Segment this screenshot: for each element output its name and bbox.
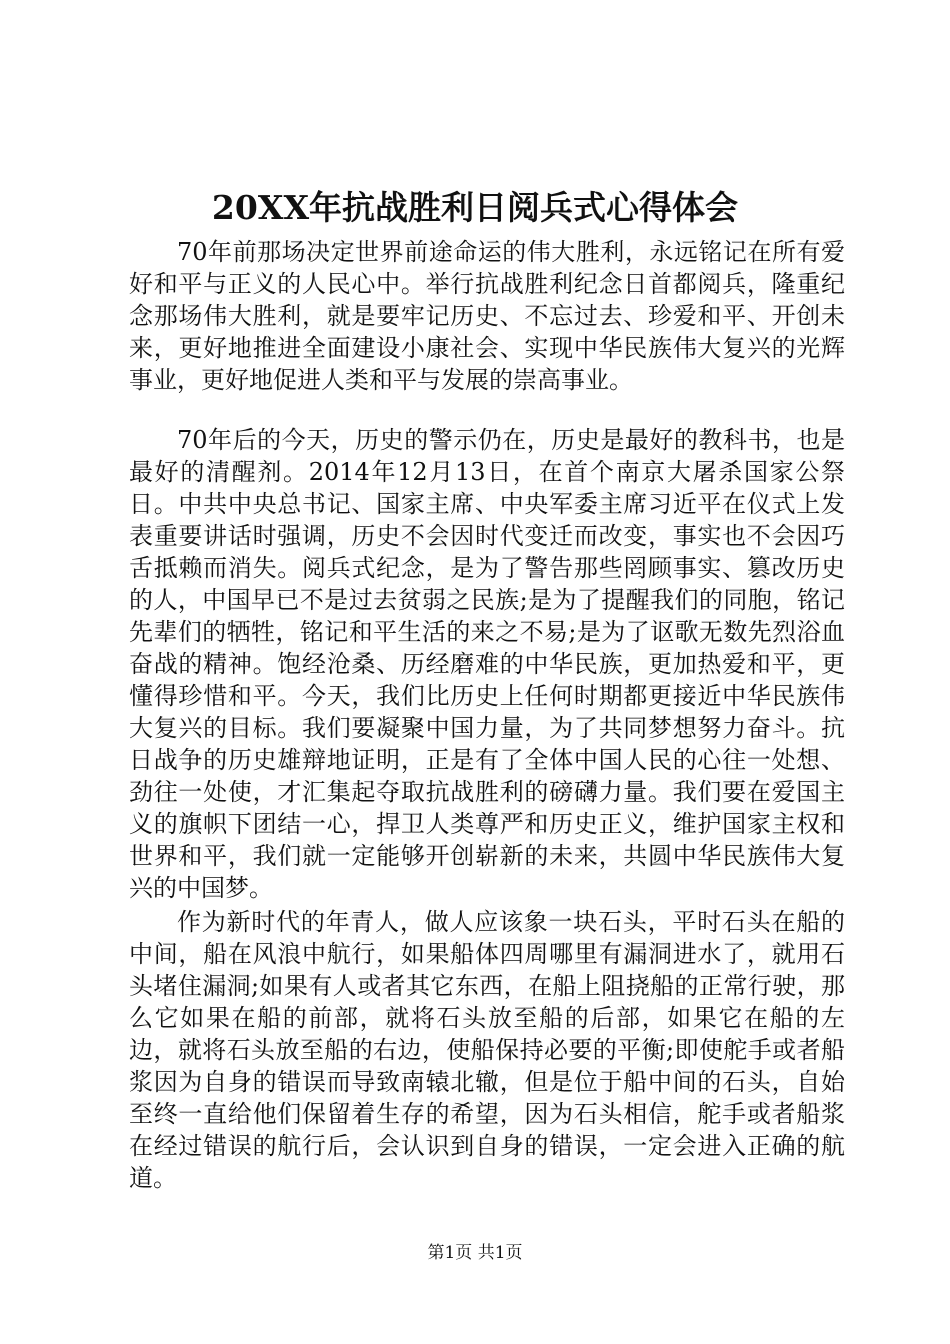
page-footer: 第1页 共1页: [427, 1243, 523, 1263]
paragraph-2: 70年后的今天，历史的警示仍在，历史是最好的教科书，也是最好的清醒剂。2014年12月13日，在首个南京大屠杀国家公祭日。中共中央总书记、国家主席、中央军委主席习近平在仪式上发表重要讲话时强调，历史不会因时代变迁而改变，事实也不会因巧舌抵赖而消失。阅兵式纪念，是为了警告那些罔顾事实、篡改历史的人，中国早已不是过去贫弱之民族;是为了提醒我们的同胞，铭记先辈们的牺牲，铭记和平生活的来之不易;是为了讴歌无数先烈浴血奋战的精神。饱经沧桑、历经磨难的中华民族，更加热爱和平，更懂得珍惜和平。今天，我们比历史上任何时期都更接近中华民族伟大复兴的目标。我们要凝聚中国力量，为了共同梦想努力奋斗。抗日战争的历史雄辩地证明，正是有了全体中国人民的心往一处想、劲往一处使，才汇集起夺取抗战胜利的磅礴力量。我们要在爱国主义的旗帜下团结一心，捍卫人类尊严和历史正义，维护国家主权和世界和平，我们就一定能够开创崭新的未来，共圆中华民族伟大复兴的中国梦。: [129, 426, 845, 902]
paragraph-1: 70年前那场决定世界前途命运的伟大胜利，永远铭记在所有爱好和平与正义的人民心中。举行抗战胜利纪念日首都阅兵，隆重纪念那场伟大胜利，就是要牢记历史、不忘过去、珍爱和平、开创未来，更好地推进全面建设小康社会、实现中华民族伟大复兴的光辉事业，更好地促进人类和平与发展的崇高事业。: [129, 238, 845, 394]
document-title: 20XX年抗战胜利日阅兵式心得体会: [211, 188, 739, 227]
paragraph-3: 作为新时代的年青人，做人应该象一块石头，平时石头在船的中间，船在风浪中航行，如果船体四周哪里有漏洞进水了，就用石头堵住漏洞;如果有人或者其它东西，在船上阻挠船的正常行驶，那么它如果在船的前部，就将石头放至船的后部，如果它在船的左边，就将石头放至船的右边，使船保持必要的平衡;即使舵手或者船浆因为自身的错误而导致南辕北辙，但是位于船中间的石头，自始至终一直给他们保留着生存的希望，因为石头相信，舵手或者船浆在经过错误的航行后，会认识到自身的错误，一定会进入正确的航道。: [129, 908, 845, 1192]
